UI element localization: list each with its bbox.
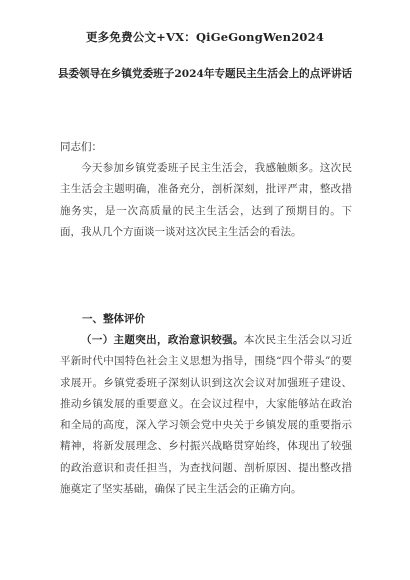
greeting: 同志们： [60, 141, 102, 153]
section-paragraph [60, 330, 352, 500]
subsection-body: 本次民主生活会以习近平新时代中国特色社会主义思想为指导，围绕“四个带头”的要求展开。乡镇党委班子深刻认识到这次会议对加强班子建设、推动乡镇发展的重要意义。在会议过程中，大家能够站在政治和全局的高度，深入学习领会党中央关于乡镇发展的重要指示精神，将新发展理念、乡村振兴战略贯穿始终，体现出了较强的政治意识和责任担当，为查找问题、剖析原因、提出整改措施奠定了坚实基础，确保了民主生活会的正确方向。 [60, 334, 352, 496]
intro-paragraph: 今天参加乡镇党委班子民主生活会，我感触颇多。这次民主生活会主题明确，准备充分，剖析深刻，批评严肃，整改措施务实，是一次高质量的民主生活会，达到了预期目的。下面，我从几个方面谈一谈对这次民主生活会的看法。 [60, 162, 352, 238]
promo-banner: 更多免费公文+VX：QiGeGongWen2024 [85, 30, 325, 44]
subsection-lead: （一）主题突出，政治意识较强。 [81, 334, 244, 346]
section-heading: 一、整体评价 [82, 313, 145, 325]
document-title: 县委领导在乡镇党委班子2024年专题民主生活会上的点评讲话 [57, 68, 353, 80]
